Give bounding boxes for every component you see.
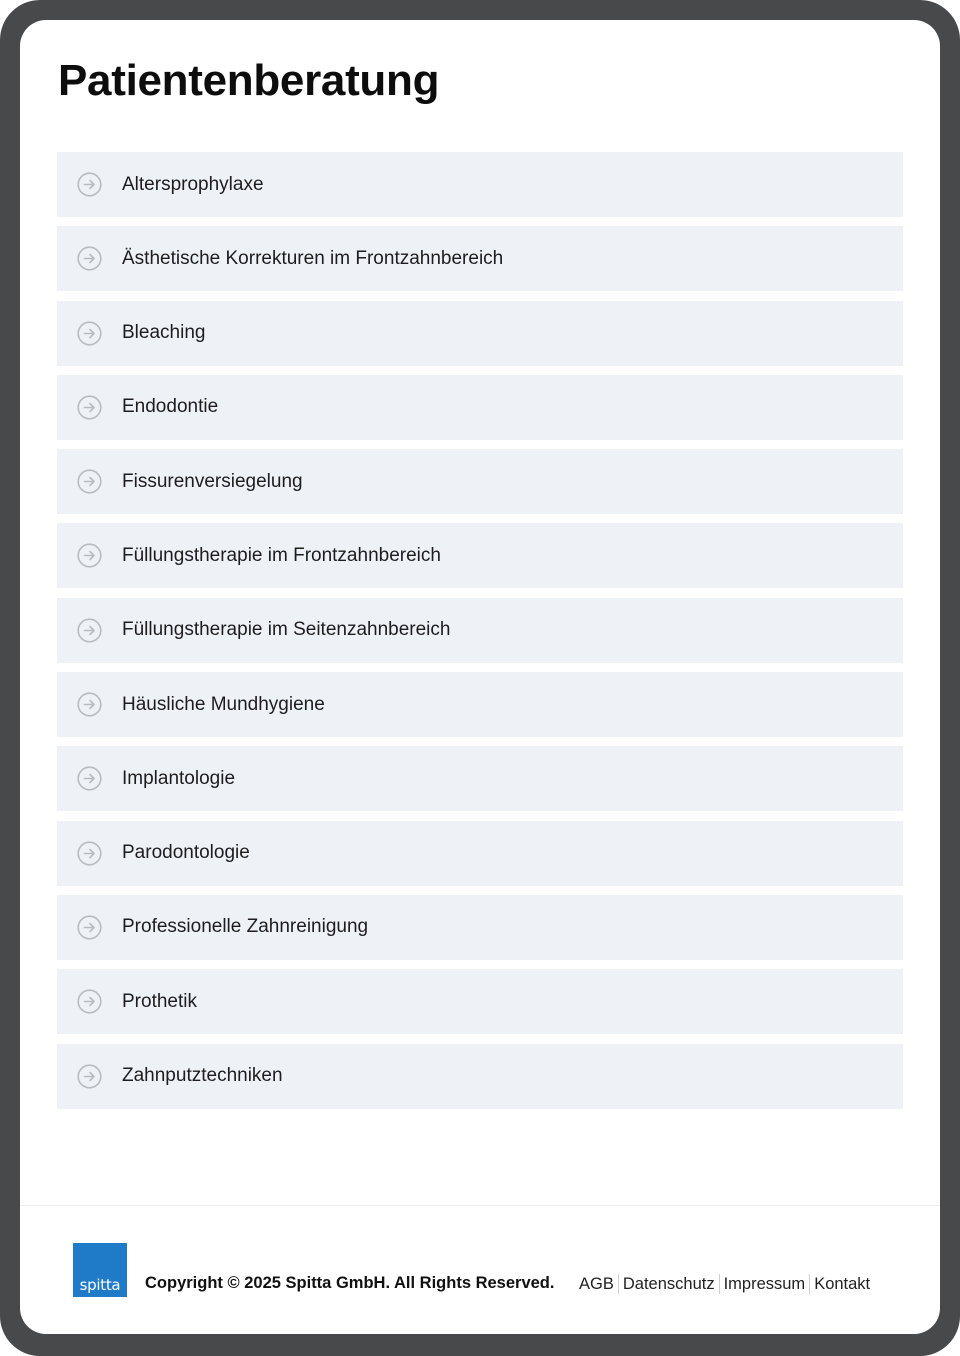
- arrow-right-circle-icon: [77, 469, 102, 494]
- topic-item[interactable]: [57, 523, 903, 588]
- topic-label: Füllungstherapie im Frontzahnbereich: [122, 544, 441, 566]
- topic-item[interactable]: [57, 226, 903, 291]
- logo-text: spitta: [79, 1276, 121, 1294]
- topic-label: Häusliche Mundhygiene: [122, 693, 325, 715]
- arrow-right-circle-icon: [77, 172, 102, 197]
- page-title: Patientenberatung: [58, 56, 440, 105]
- arrow-right-circle-icon: [77, 989, 102, 1014]
- spitta-logo[interactable]: [73, 1243, 127, 1297]
- footer-link-datenschutz[interactable]: Datenschutz: [622, 1274, 715, 1293]
- arrow-right-circle-icon: [77, 692, 102, 717]
- footer-link-agb[interactable]: AGB: [579, 1274, 614, 1293]
- topic-label: Implantologie: [122, 767, 236, 789]
- arrow-right-circle-icon: [77, 321, 102, 346]
- topic-item[interactable]: [57, 746, 903, 811]
- topic-item[interactable]: [57, 449, 903, 514]
- topic-label: Prothetik: [122, 990, 197, 1012]
- footer-link-kontakt[interactable]: Kontakt: [814, 1274, 871, 1293]
- footer-link-impressum[interactable]: Impressum: [723, 1274, 806, 1293]
- topic-label: Professionelle Zahnreinigung: [122, 916, 369, 938]
- topic-item[interactable]: [57, 301, 903, 366]
- topic-list: [57, 152, 903, 1118]
- topic-label: Ästhetische Korrekturen im Frontzahnbereich: [122, 247, 504, 269]
- page-screen: [20, 20, 940, 1334]
- topic-label: Endodontie: [122, 396, 219, 418]
- topic-item[interactable]: [57, 969, 903, 1034]
- arrow-right-circle-icon: [77, 1064, 102, 1089]
- topic-label: Fissurenversiegelung: [122, 470, 303, 492]
- arrow-right-circle-icon: [77, 915, 102, 940]
- arrow-right-circle-icon: [77, 766, 102, 791]
- topic-label: Bleaching: [122, 322, 206, 344]
- footer-links: [575, 1274, 874, 1294]
- arrow-right-circle-icon: [77, 543, 102, 568]
- topic-label: Parodontologie: [122, 842, 250, 864]
- topic-item[interactable]: [57, 672, 903, 737]
- arrow-right-circle-icon: [77, 841, 102, 866]
- topic-item[interactable]: [57, 821, 903, 886]
- topic-label: Zahnputztechniken: [122, 1065, 283, 1087]
- topic-label: Füllungstherapie im Seitenzahnbereich: [122, 619, 451, 641]
- topic-item[interactable]: [57, 1044, 903, 1109]
- arrow-right-circle-icon: [77, 246, 102, 271]
- topic-item[interactable]: [57, 152, 903, 217]
- topic-label: Altersprophylaxe: [122, 173, 264, 195]
- topic-item[interactable]: [57, 375, 903, 440]
- arrow-right-circle-icon: [77, 618, 102, 643]
- footer-divider: [20, 1205, 940, 1206]
- arrow-right-circle-icon: [77, 395, 102, 420]
- topic-item[interactable]: [57, 598, 903, 663]
- topic-item[interactable]: [57, 895, 903, 960]
- copyright-text: Copyright © 2025 Spitta GmbH. All Rights Reserved.: [145, 1274, 555, 1292]
